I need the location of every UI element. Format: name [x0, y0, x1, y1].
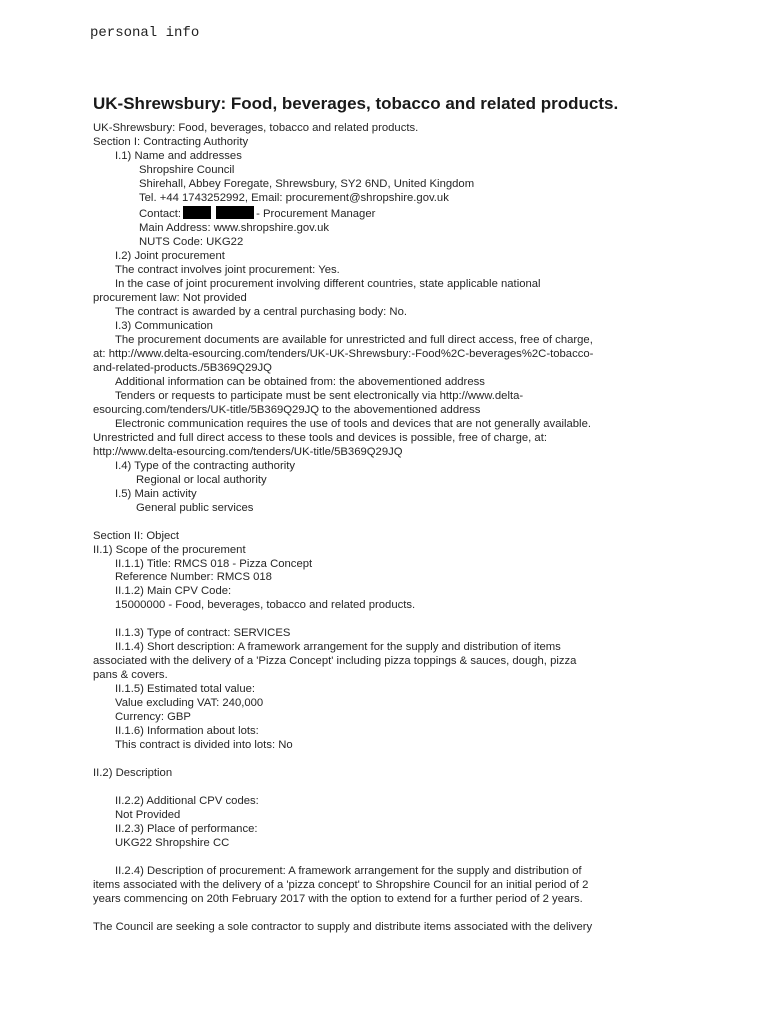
body-line: II.1.4) Short description: A framework arrangement for the supply and distribution of items	[115, 641, 561, 654]
body-line: Not Provided	[115, 809, 181, 822]
subsection-heading: I.4) Type of the contracting authority	[115, 459, 296, 472]
body-line: Regional or local authority	[136, 473, 267, 486]
authority-address: Shirehall, Abbey Foregate, Shrewsbury, SY2 6ND, United Kingdom	[139, 177, 475, 190]
body-line: II.1.1) Title: RMCS 018 - Pizza Concept	[115, 557, 313, 570]
body-line: II.2.4) Description of procurement: A framework arrangement for the supply and distribution of	[115, 865, 582, 878]
redaction-box	[183, 206, 211, 219]
subsection-heading: II.2) Description	[93, 767, 173, 780]
subsection-heading: II.1) Scope of the procurement	[93, 543, 246, 556]
body-line: This contract is divided into lots: No	[115, 739, 293, 752]
body-line: 15000000 - Food, beverages, tobacco and related products.	[115, 599, 416, 612]
blank-line	[93, 907, 673, 921]
body-line: II.2.2) Additional CPV codes:	[115, 795, 259, 808]
contact-line	[93, 206, 673, 222]
body-line: Additional information can be obtained from: the abovementioned address	[115, 375, 485, 388]
body-line: esourcing.com/tenders/UK-title/5B369Q29JQ to the abovementioned address	[93, 403, 481, 416]
body-line: associated with the delivery of a 'Pizza Concept' including pizza toppings & sauces, dough, pizza	[93, 655, 577, 668]
body-line: Currency: GBP	[115, 711, 191, 724]
document-title: UK-Shrewsbury: Food, beverages, tobacco and related products.	[93, 94, 619, 113]
subsection-heading: I.1) Name and addresses	[115, 149, 242, 162]
authority-name: Shropshire Council	[139, 163, 235, 176]
blank-line	[93, 753, 673, 767]
document-body	[93, 122, 673, 935]
subsection-heading: I.2) Joint procurement	[115, 249, 225, 262]
body-line: UK-Shrewsbury: Food, beverages, tobacco and related products.	[93, 122, 419, 134]
authority-contact-details: Tel. +44 1743252992, Email: procurement@shropshire.gov.uk	[139, 191, 449, 204]
body-line: at: http://www.delta-esourcing.com/tenders/UK-UK-Shrewsbury:-Food%2C-beverages%2C-tobacco-	[93, 347, 594, 360]
body-line: II.1.5) Estimated total value:	[115, 683, 256, 696]
body-line: pans & covers.	[93, 669, 168, 682]
body-line: II.2.3) Place of performance:	[115, 823, 258, 836]
contact-label: Contact:	[139, 207, 182, 220]
subsection-heading: I.5) Main activity	[115, 487, 197, 500]
body-line: The Council are seeking a sole contractor to supply and distribute items associated with the delivery	[93, 921, 593, 934]
body-line: and-related-products./5B369Q29JQ	[93, 361, 272, 374]
blank-line	[93, 851, 673, 865]
body-line: II.1.2) Main CPV Code:	[115, 585, 232, 598]
body-line: http://www.delta-esourcing.com/tenders/UK-title/5B369Q29JQ	[93, 445, 403, 458]
body-line: II.1.6) Information about lots:	[115, 725, 259, 738]
subsection-heading: I.3) Communication	[115, 319, 213, 332]
body-line: The contract involves joint procurement: Yes.	[115, 263, 340, 276]
body-line: years commencing on 20th February 2017 with the option to extend for a further period of 2 years.	[93, 893, 583, 906]
redaction-box	[216, 206, 254, 219]
body-line: Electronic communication requires the use of tools and devices that are not generally available.	[115, 417, 591, 430]
body-line: The contract is awarded by a central purchasing body: No.	[115, 305, 407, 318]
blank-line	[93, 781, 673, 795]
body-line: Unrestricted and full direct access to these tools and devices is possible, free of charge, at:	[93, 431, 547, 444]
body-line: UKG22 Shropshire CC	[115, 837, 230, 850]
body-line: Tenders or requests to participate must be sent electronically via http://www.delta-	[115, 389, 524, 402]
section-heading: Section II: Object	[93, 529, 180, 542]
body-line: The procurement documents are available for unrestricted and full direct access, free of charge,	[115, 333, 593, 346]
body-line: Reference Number: RMCS 018	[115, 571, 272, 584]
main-address: Main Address: www.shropshire.gov.uk	[139, 221, 330, 234]
body-line: procurement law: Not provided	[93, 291, 247, 304]
contact-role: - Procurement Manager	[256, 207, 376, 220]
body-line: Value excluding VAT: 240,000	[115, 697, 264, 710]
blank-line	[93, 613, 673, 627]
body-line: II.1.3) Type of contract: SERVICES	[115, 627, 291, 640]
body-line: General public services	[136, 501, 254, 514]
body-line: In the case of joint procurement involving different countries, state applicable national	[115, 277, 541, 290]
body-line: items associated with the delivery of a 'pizza concept' to Shropshire Council for an initial period of 2	[93, 879, 589, 892]
page-header-note: personal info	[90, 25, 200, 41]
blank-line	[93, 516, 673, 530]
nuts-code: NUTS Code: UKG22	[139, 235, 244, 248]
section-heading: Section I: Contracting Authority	[93, 135, 249, 148]
